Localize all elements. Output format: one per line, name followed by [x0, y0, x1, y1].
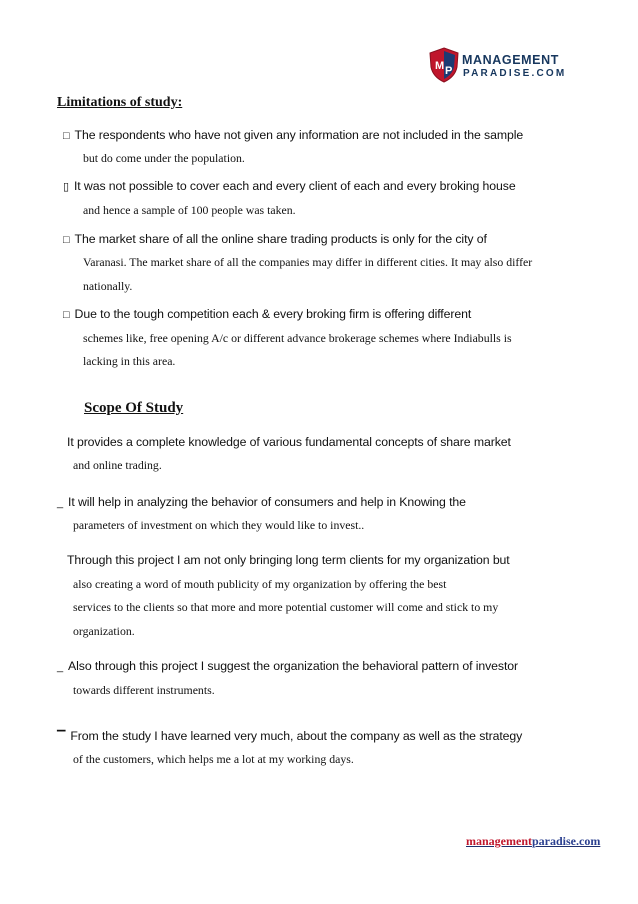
- management-paradise-logo: [428, 47, 608, 87]
- limitations-heading: Limitations of study:: [57, 95, 183, 110]
- scope-heading: Scope Of Study: [84, 400, 184, 416]
- list-item-continuation: Varanasi. The market share of all the companies may differ in different cities. It may also differ: [83, 255, 533, 269]
- svg-text:M: M: [435, 60, 445, 72]
- bullet-icon: _: [57, 497, 64, 509]
- list-item-continuation: but do come under the population.: [83, 151, 245, 165]
- list-item-continuation: and hence a sample of 100 people was taken.: [83, 203, 296, 217]
- logo-subtitle: PARADISE.COM: [463, 68, 567, 79]
- list-item: It provides a complete knowledge of various fundamental concepts of share market: [67, 435, 511, 449]
- list-item: ▯ It was not possible to cover each and every client of each and every broking house: [63, 179, 516, 193]
- list-item: ▔ From the study I have learned very much, about the company as well as the strategy: [57, 729, 523, 743]
- logo-title: MANAGEMENT: [462, 53, 559, 67]
- list-item-continuation: schemes like, free opening A/c or different advance brokerage schemes where Indiabulls is: [83, 331, 512, 345]
- bullet-checkbox-icon: □: [63, 130, 70, 142]
- footer-site-link[interactable]: managementparadise.com: [466, 834, 601, 848]
- list-item-continuation: lacking in this area.: [83, 354, 176, 368]
- list-item-continuation: organization.: [73, 624, 135, 638]
- list-item: Through this project I am not only bringing long term clients for my organization but: [67, 553, 510, 567]
- list-item: □ The respondents who have not given any information are not included in the sample: [63, 128, 524, 142]
- list-item-continuation: parameters of investment on which they would like to invest..: [73, 518, 365, 532]
- bullet-icon: ▯: [63, 181, 69, 193]
- list-item: _ It will help in analyzing the behavior of consumers and help in Knowing the: [57, 495, 466, 509]
- list-item: □ The market share of all the online share trading products is only for the city of: [63, 232, 487, 246]
- bullet-icon: ▔: [57, 731, 66, 743]
- list-item: □ Due to the tough competition each & every broking firm is offering different: [63, 307, 472, 321]
- bullet-checkbox-icon: □: [63, 234, 70, 246]
- list-item-continuation: nationally.: [83, 279, 133, 293]
- bullet-icon: _: [57, 661, 64, 673]
- list-item: _ Also through this project I suggest the organization the behavioral pattern of investor: [57, 659, 519, 673]
- list-item-continuation: towards different instruments.: [73, 683, 215, 697]
- shield-icon: [428, 47, 460, 83]
- svg-text:P: P: [445, 65, 453, 77]
- list-item-continuation: services to the clients so that more and more potential customer will come and stick to my: [73, 600, 499, 614]
- list-item-continuation: and online trading.: [73, 458, 162, 472]
- list-item-continuation: of the customers, which helps me a lot at my working days.: [73, 752, 354, 766]
- bullet-checkbox-icon: □: [63, 309, 70, 321]
- list-item-continuation: also creating a word of mouth publicity of my organization by offering the best: [73, 577, 447, 591]
